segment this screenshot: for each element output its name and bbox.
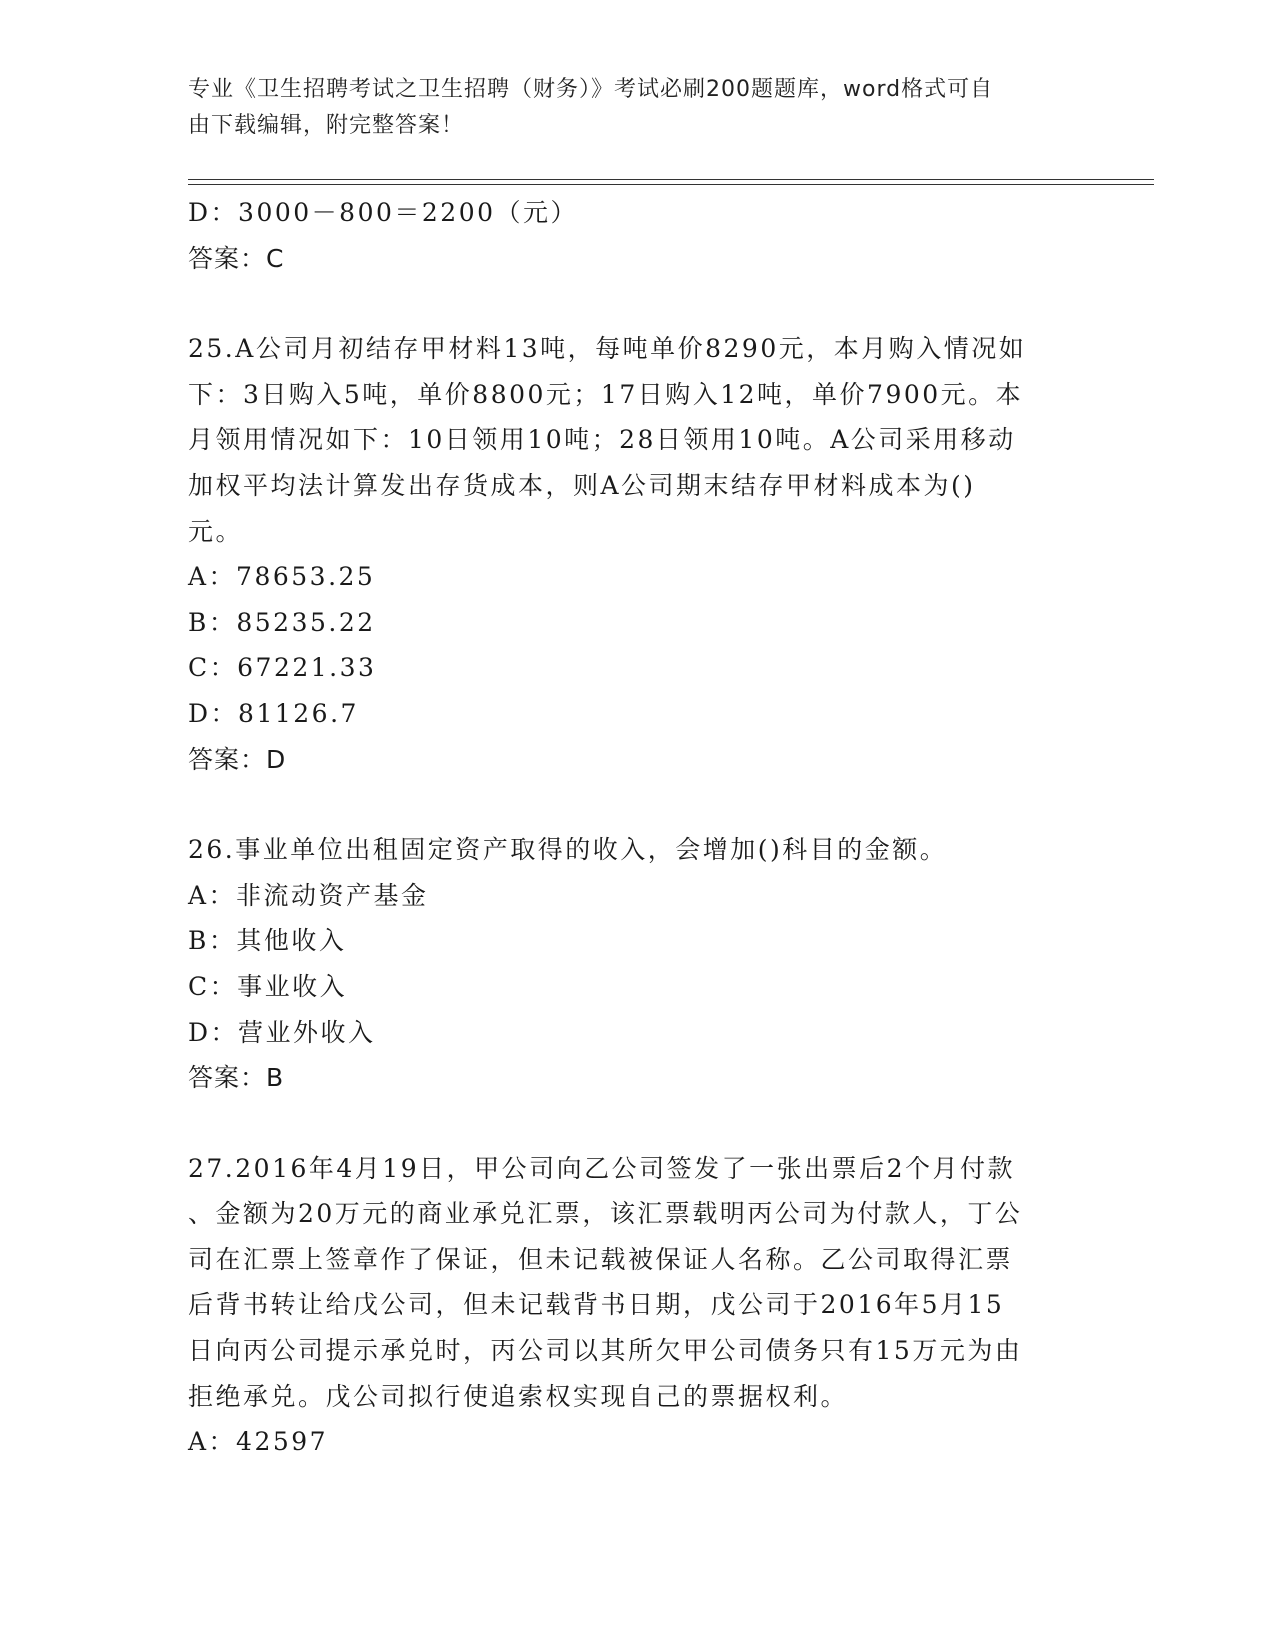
question-text-line: 加权平均法计算发出存货成本，则A公司期末结存甲材料成本为()	[188, 470, 976, 500]
question-text-line: 元。	[188, 516, 244, 546]
question-25	[188, 326, 1088, 782]
answer: 答案：B	[188, 1063, 285, 1093]
option-d: D：81126.7	[188, 698, 359, 728]
document-header	[188, 72, 1068, 144]
question-text-line: 、金额为20万元的商业承兑汇票，该汇票载明丙公司为付款人，丁公	[188, 1199, 1023, 1229]
header-divider-bottom	[188, 184, 1154, 185]
answer: 答案：D	[188, 744, 287, 774]
question-27	[188, 1146, 1088, 1465]
question-text-line: 26.事业单位出租固定资产取得的收入，会增加()科目的金额。	[188, 835, 948, 865]
question-text-line: 司在汇票上签章作了保证，但未记载被保证人名称。乙公司取得汇票	[188, 1244, 1014, 1274]
option-c: C：事业收入	[188, 971, 348, 1001]
header-line-1: 专业《卫生招聘考试之卫生招聘（财务）》考试必刷200题题库，word格式可自	[188, 77, 994, 102]
header-line-2: 由下载编辑，附完整答案！	[188, 113, 465, 138]
question-26	[188, 827, 1088, 1101]
option-a: A：42597	[188, 1427, 329, 1457]
question-text-line: 下：3日购入5吨，单价8800元；17日购入12吨，单价7900元。本	[188, 379, 1024, 409]
option-d: D：营业外收入	[188, 1017, 376, 1047]
question-text-line: 25.A公司月初结存甲材料13吨，每吨单价8290元，本月购入情况如	[188, 334, 1027, 364]
question-text-line: 日向丙公司提示承兑时，丙公司以其所欠甲公司债务只有15万元为由	[188, 1336, 1023, 1366]
option-a: A：非流动资产基金	[188, 880, 429, 910]
question-text-line: 拒绝承兑。戊公司拟行使追索权实现自己的票据权利。	[188, 1381, 849, 1411]
option-b: B：85235.22	[188, 607, 376, 637]
option-d: D：3000－800＝2200（元）	[188, 198, 579, 227]
option-a: A：78653.25	[188, 562, 376, 592]
question-text-line: 月领用情况如下：10日领用10吨；28日领用10吨。A公司采用移动	[188, 425, 1016, 455]
option-c: C：67221.33	[188, 653, 377, 683]
answer: 答案：C	[188, 243, 285, 273]
option-b: B：其他收入	[188, 926, 347, 956]
previous-question-tail	[188, 190, 1088, 281]
question-content	[188, 190, 1088, 1465]
question-text-line: 后背书转让给戊公司，但未记载背书日期，戊公司于2016年5月15	[188, 1290, 1005, 1320]
header-divider-top	[188, 179, 1154, 180]
question-text-line: 27.2016年4月19日，甲公司向乙公司签发了一张出票后2个月付款	[188, 1153, 1016, 1183]
